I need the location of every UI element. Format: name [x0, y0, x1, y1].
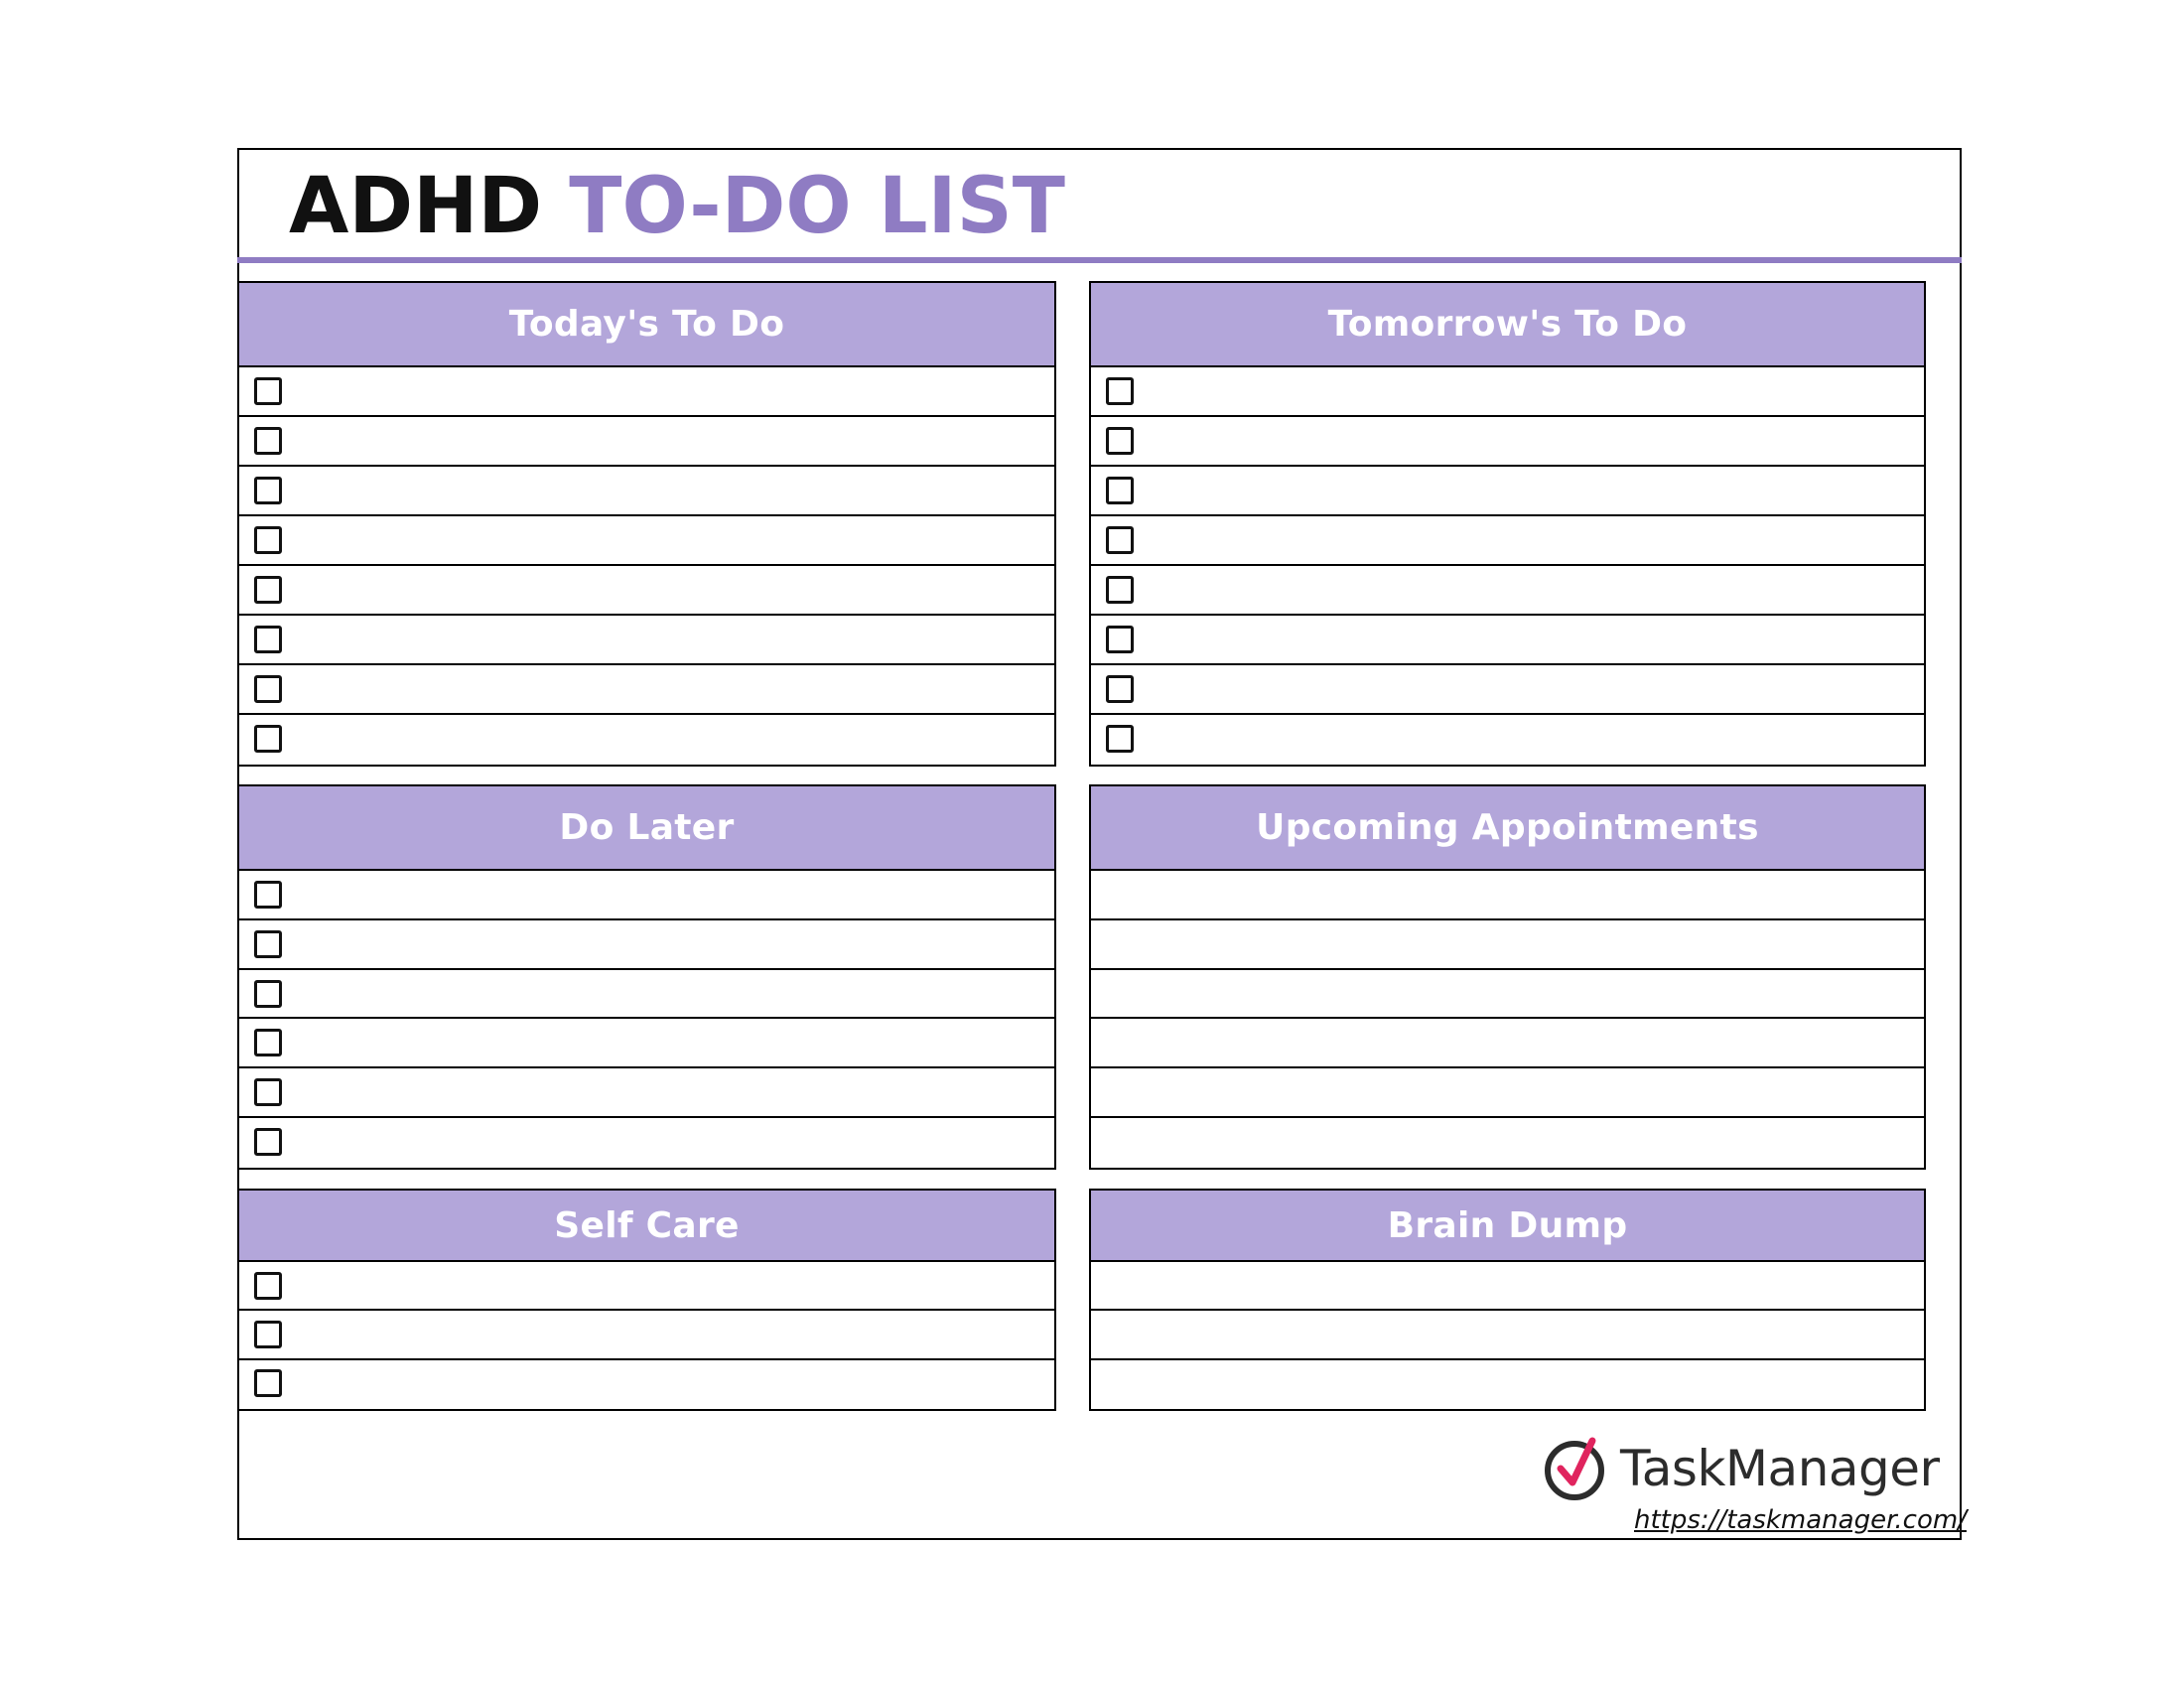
list-row[interactable]	[239, 516, 1054, 566]
checkbox[interactable]	[254, 675, 282, 703]
section-title-do-later: Do Later	[239, 786, 1054, 871]
list-row[interactable]	[239, 970, 1054, 1020]
list-row[interactable]	[239, 417, 1054, 467]
section-upcoming-appointments	[1089, 784, 1926, 1170]
checkbox[interactable]	[254, 1369, 282, 1397]
list-row[interactable]	[1091, 920, 1924, 970]
checkbox[interactable]	[1106, 477, 1134, 504]
checkbox[interactable]	[1106, 526, 1134, 554]
checkbox[interactable]	[254, 1078, 282, 1106]
checkbox[interactable]	[254, 930, 282, 958]
list-row[interactable]	[1091, 616, 1924, 665]
list-row[interactable]	[1091, 467, 1924, 516]
checkbox[interactable]	[254, 626, 282, 653]
list-row[interactable]	[239, 665, 1054, 715]
section-rows	[239, 367, 1054, 765]
list-row[interactable]	[1091, 1019, 1924, 1068]
list-row[interactable]	[239, 616, 1054, 665]
checkbox[interactable]	[254, 377, 282, 405]
section-rows	[239, 871, 1054, 1168]
list-row[interactable]	[1091, 1118, 1924, 1168]
checkbox[interactable]	[1106, 427, 1134, 455]
checkbox[interactable]	[254, 576, 282, 604]
list-row[interactable]	[1091, 367, 1924, 417]
page-title	[289, 159, 1065, 254]
list-row[interactable]	[1091, 1068, 1924, 1118]
brand-footer	[1541, 1431, 1967, 1540]
checkbox[interactable]	[254, 477, 282, 504]
list-row[interactable]	[1091, 1360, 1924, 1409]
checkbox[interactable]	[254, 1321, 282, 1348]
section-title-self-care: Self Care	[239, 1191, 1054, 1262]
list-row[interactable]	[1091, 871, 1924, 920]
list-row[interactable]	[1091, 516, 1924, 566]
list-row[interactable]	[1091, 970, 1924, 1020]
list-row[interactable]	[1091, 566, 1924, 616]
section-do-later	[237, 784, 1056, 1170]
section-brain-dump	[1089, 1189, 1926, 1411]
title-divider	[237, 257, 1962, 263]
list-row[interactable]	[239, 566, 1054, 616]
section-rows	[1091, 367, 1924, 765]
checkbox[interactable]	[254, 1029, 282, 1056]
section-title-tomorrow: Tomorrow's To Do	[1091, 283, 1924, 367]
brand-url-link[interactable]: https://taskmanager.com/	[1634, 1505, 1967, 1535]
title-part-todo-list: TO-DO LIST	[569, 162, 1065, 251]
section-today	[237, 281, 1056, 767]
list-row[interactable]	[239, 1118, 1054, 1168]
section-title-today: Today's To Do	[239, 283, 1054, 367]
list-row[interactable]	[1091, 665, 1924, 715]
list-row[interactable]	[239, 1019, 1054, 1068]
checkbox[interactable]	[254, 881, 282, 909]
checkbox[interactable]	[254, 427, 282, 455]
section-title-upcoming-appointments: Upcoming Appointments	[1091, 786, 1924, 871]
list-row[interactable]	[1091, 715, 1924, 765]
list-row[interactable]	[239, 367, 1054, 417]
checkbox[interactable]	[1106, 377, 1134, 405]
checkbox[interactable]	[254, 1272, 282, 1300]
list-row[interactable]	[1091, 1262, 1924, 1311]
list-row[interactable]	[239, 467, 1054, 516]
list-row[interactable]	[239, 920, 1054, 970]
checkbox[interactable]	[254, 980, 282, 1008]
section-rows	[239, 1262, 1054, 1409]
section-self-care	[237, 1189, 1056, 1411]
list-row[interactable]	[239, 871, 1054, 920]
title-part-adhd: ADHD	[289, 162, 543, 251]
list-row[interactable]	[239, 1360, 1054, 1409]
check-circle-icon	[1541, 1431, 1612, 1502]
list-row[interactable]	[239, 1262, 1054, 1311]
section-rows	[1091, 871, 1924, 1168]
section-tomorrow	[1089, 281, 1926, 767]
section-title-brain-dump: Brain Dump	[1091, 1191, 1924, 1262]
checkbox[interactable]	[1106, 626, 1134, 653]
checkbox[interactable]	[254, 1128, 282, 1156]
list-row[interactable]	[239, 1311, 1054, 1359]
list-row[interactable]	[239, 1068, 1054, 1118]
checkbox[interactable]	[1106, 675, 1134, 703]
checkbox[interactable]	[254, 725, 282, 753]
checkbox[interactable]	[254, 526, 282, 554]
list-row[interactable]	[1091, 417, 1924, 467]
checkbox[interactable]	[1106, 725, 1134, 753]
section-rows	[1091, 1262, 1924, 1409]
checkbox[interactable]	[1106, 576, 1134, 604]
list-row[interactable]	[239, 715, 1054, 765]
list-row[interactable]	[1091, 1311, 1924, 1359]
brand-name: TaskManager	[1620, 1440, 1940, 1497]
